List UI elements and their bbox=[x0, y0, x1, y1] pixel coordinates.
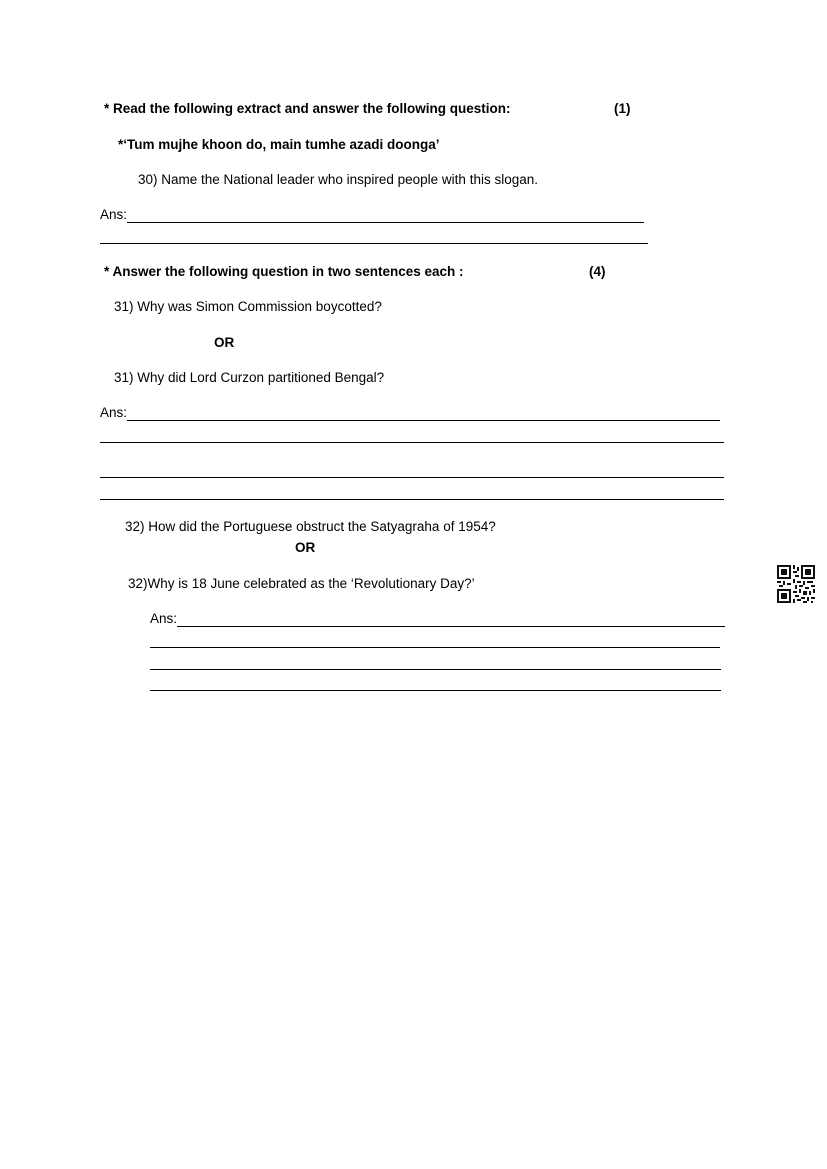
question-32b: 32)Why is 18 June celebrated as the ‘Revolutionary Day?’ bbox=[128, 576, 475, 591]
answer-line[interactable] bbox=[100, 243, 648, 244]
answer-line[interactable] bbox=[177, 626, 725, 627]
slogan-extract: *‘Tum mujhe khoon do, main tumhe azadi doonga’ bbox=[118, 137, 440, 152]
section1-instruction: * Read the following extract and answer the following question: bbox=[104, 101, 511, 116]
qr-code-icon bbox=[777, 565, 815, 603]
answer-line[interactable] bbox=[150, 647, 720, 648]
answer-line[interactable] bbox=[127, 420, 720, 421]
question-30: 30) Name the National leader who inspired people with this slogan. bbox=[138, 172, 538, 187]
answer-label-30: Ans: bbox=[100, 207, 128, 222]
question-31a: 31) Why was Simon Commission boycotted? bbox=[114, 299, 382, 314]
answer-label-32: Ans: bbox=[150, 611, 178, 626]
answer-line[interactable] bbox=[100, 477, 724, 478]
section1-marks: (1) bbox=[614, 101, 631, 116]
or-divider-32: OR bbox=[295, 540, 316, 555]
or-divider-31: OR bbox=[214, 335, 235, 350]
section2-instruction: * Answer the following question in two sentences each : bbox=[104, 264, 464, 279]
section2-marks: (4) bbox=[589, 264, 606, 279]
question-32a: 32) How did the Portuguese obstruct the Satyagraha of 1954? bbox=[125, 519, 496, 534]
answer-line[interactable] bbox=[150, 669, 721, 670]
answer-label-31: Ans: bbox=[100, 405, 128, 420]
answer-line[interactable] bbox=[100, 442, 724, 443]
question-31b: 31) Why did Lord Curzon partitioned Bengal? bbox=[114, 370, 385, 385]
answer-line[interactable] bbox=[127, 222, 644, 223]
answer-line[interactable] bbox=[150, 690, 721, 691]
answer-line[interactable] bbox=[100, 499, 724, 500]
